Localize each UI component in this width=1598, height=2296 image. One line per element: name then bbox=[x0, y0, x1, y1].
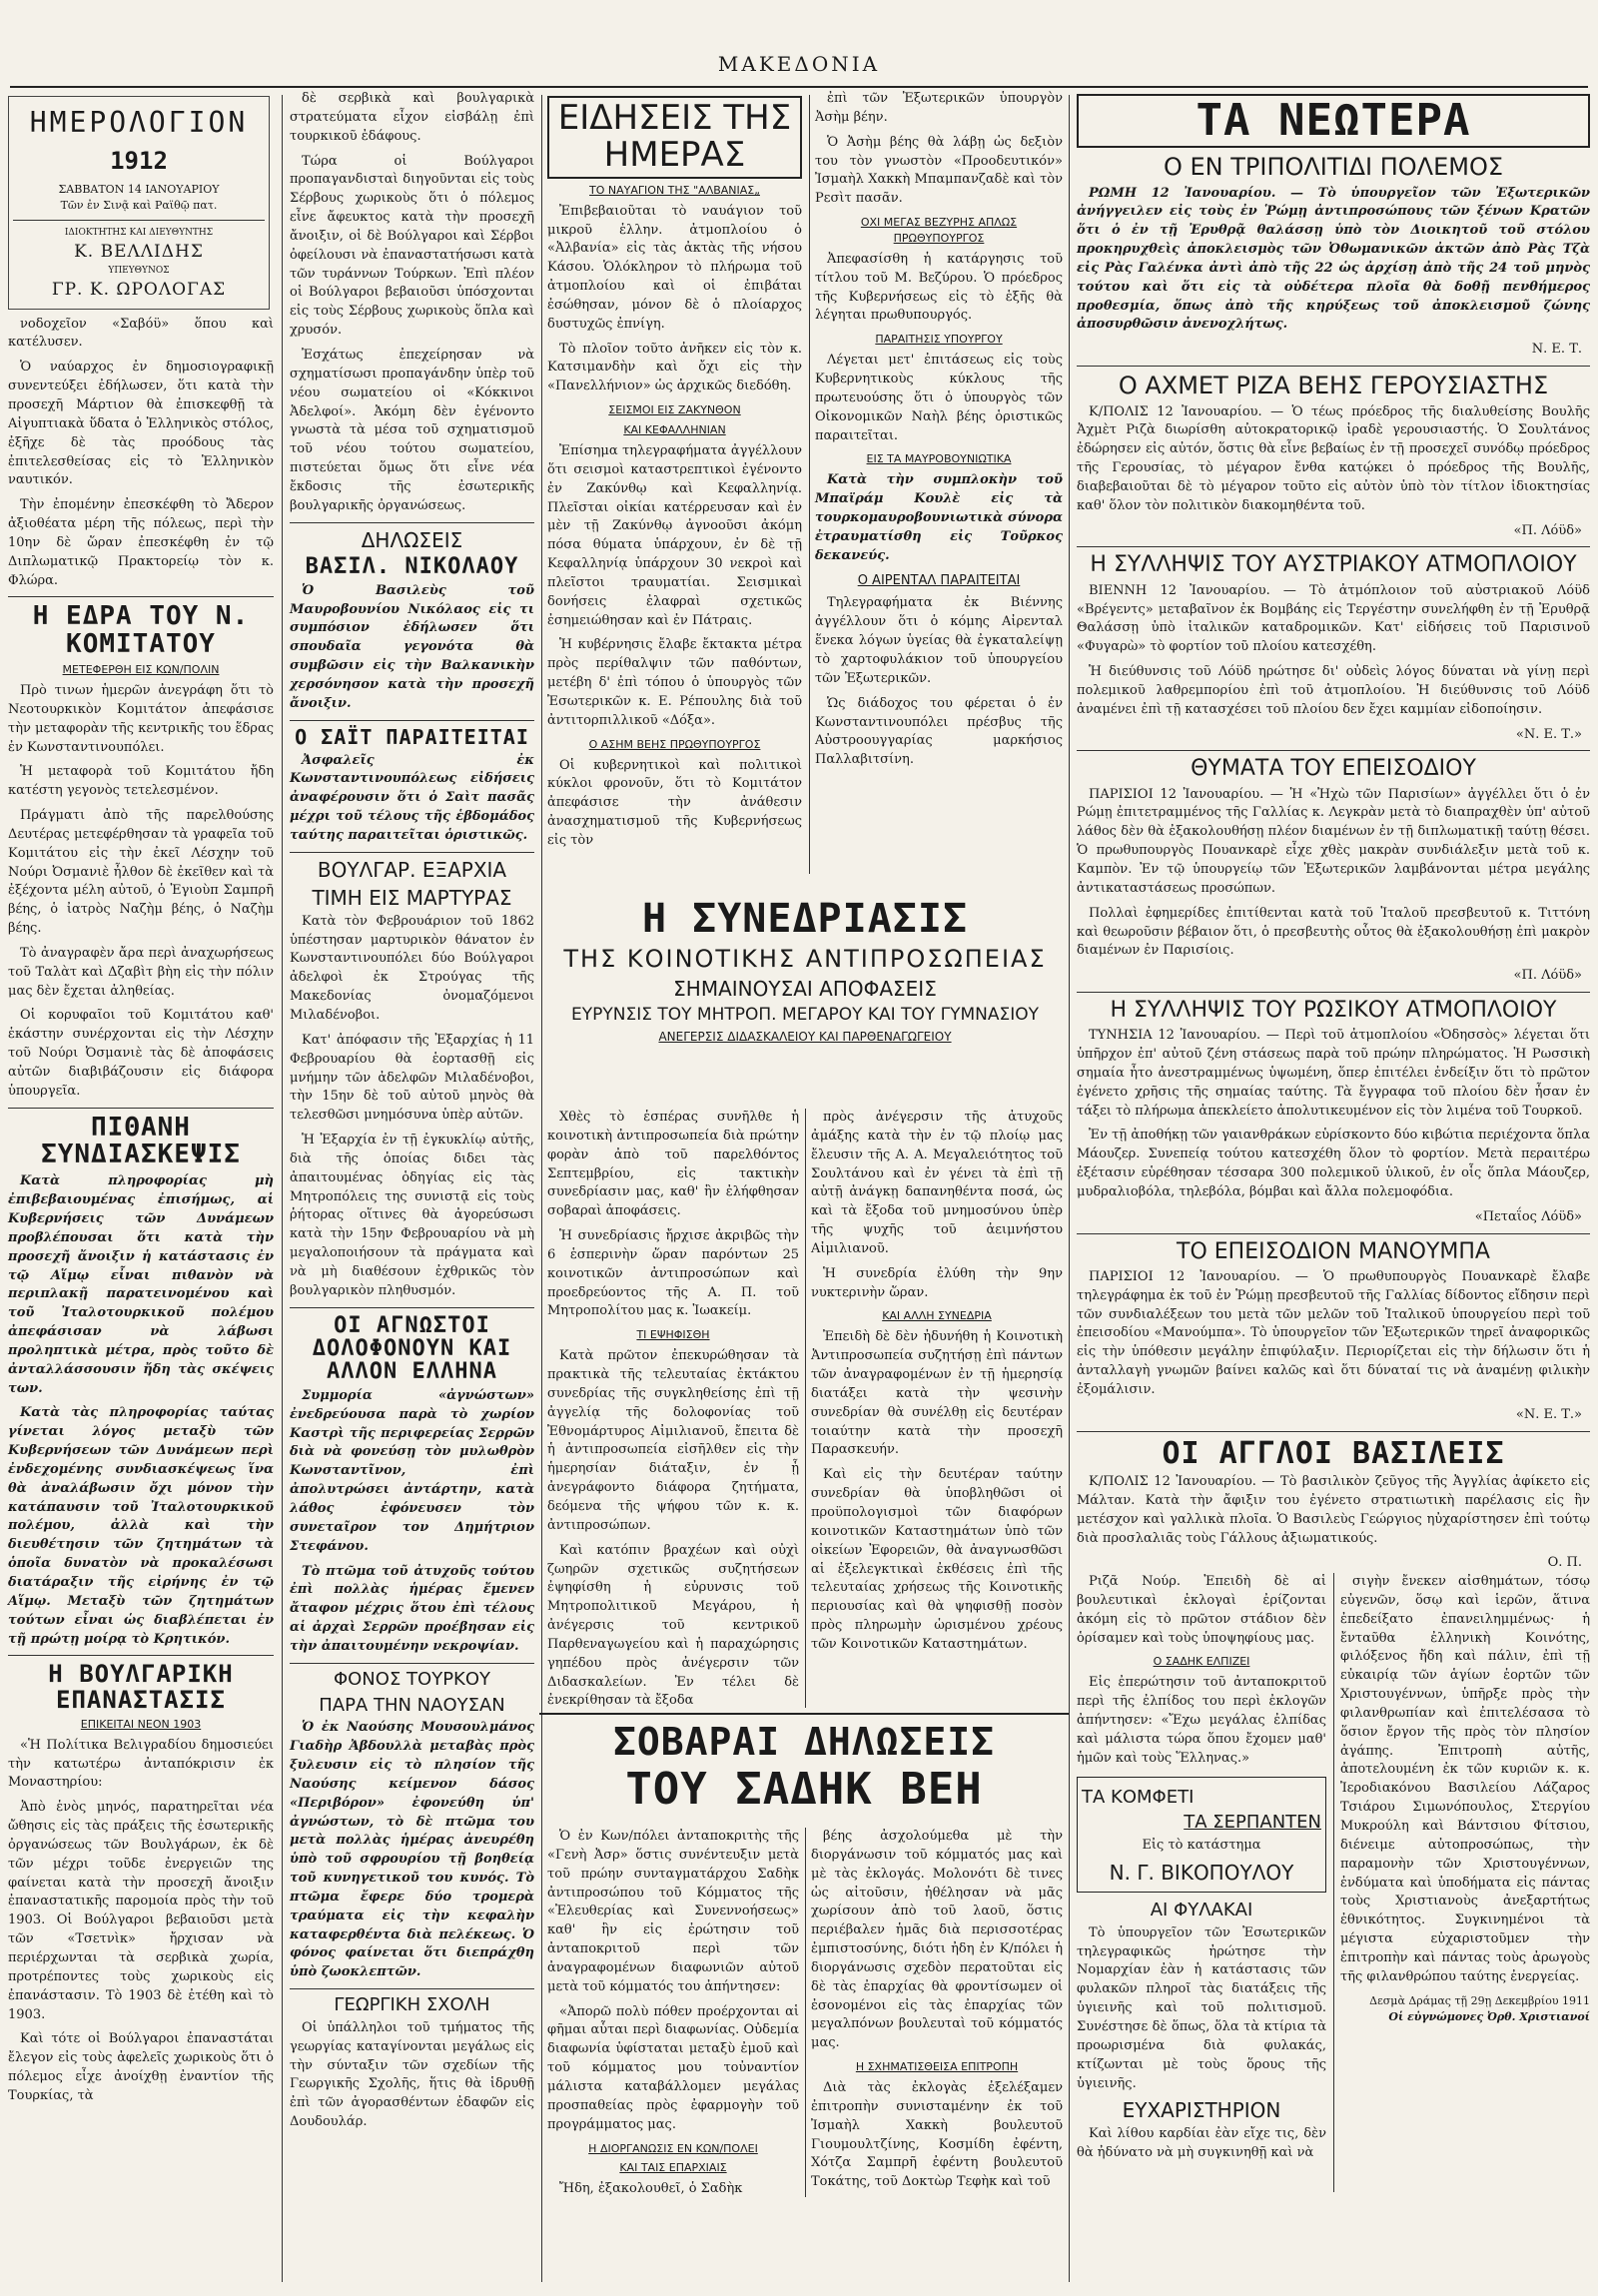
headline-naousa: ΠΑΡΑ ΤΗΝ ΝΑΟΥΣΑΝ bbox=[319, 1694, 505, 1716]
paragraph: Τηλεγραφήματα ἐκ Βιέννης ἀγγέλλουν ὅτι ὁ κόμης Αἰρενταλ ἕνεκα λόγων ὑγείας θὰ ἐγκαταλείψῃ τὸ χαρτοφυλάκιον τοῦ ὑπουργείου τῶν Ἐξωτερικῶν. bbox=[815, 595, 1063, 686]
owner-label: ΙΔΙΟΚΤΗΤΗΣ ΚΑΙ ΔΙΕΥΘΥΝΤΗΣ bbox=[64, 228, 214, 239]
signature: «Π. Λόϋδ» bbox=[1513, 522, 1582, 538]
column-rule bbox=[805, 1828, 806, 2197]
paragraph: Ἀσφαλεῖς ἐκ Κωνσταντινουπόλεως εἰδήσεις ἀναφέρουσιν ὅτι ὁ Σαὶτ πασᾶς μέχρι τοῦ τέλους τῆς ἑβδομάδος ταύτης παραιτεῖται ὁριστικῶς. bbox=[290, 752, 534, 843]
headline-ahmet: Ο ΑΧΜΕΤ ΡΙΖΑ ΒΕΗΣ ΓΕΡΟΥΣΙΑΣΤΗΣ bbox=[1118, 372, 1549, 400]
calendar-day: ΣΑΒΒΑΤΟΝ 14 ΙΑΝΟΥΑΡΙΟΥ bbox=[58, 183, 220, 197]
ad-store-name: Ν. Γ. ΒΙΚΟΠΟΥΛΟΥ bbox=[1109, 1860, 1294, 1885]
paragraph: Ἡ μεταφορὰ τοῦ Κομιτάτου ἤδη κατέστη γεγονὸς τετελεσμένον. bbox=[8, 764, 274, 799]
paragraph: Ἐσχάτως ἐπεχείρησαν νὰ σχηματίσωσι προπαγάνδην ὑπὲρ τοῦ νέου σωματείου οἱ «Κόκκινοι Ἀδελφοί». Ἀκόμη δὲν ἐγένοντο γνωστὰ τὰ μέσα τοῦ σχηματισμοῦ τοῦ νέου τούτου σωματείου, πιστεύεται ὅμως ὅτι εἶνε νέα ἔκδοσις τῆς ἐσωτερικῆς βουλγαρικῆς ὀργανώσεως. bbox=[290, 347, 534, 513]
paragraph: Οἱ κυβερνητικοὶ καὶ πολιτικοὶ κύκλοι φρονοῦν, ὅτι τὸ Κομιτάτον ἀπεφάσισε τὴν ἀνάθεσιν ἀνασχηματισμοῦ τῆς Κυβερνήσεως εἰς τὸν bbox=[547, 757, 802, 848]
session-headlines bbox=[547, 894, 1063, 1050]
headline-edra: Η ΕΔΡΑ ΤΟΥ Ν. ΚΟΜΙΤΑΤΟΥ bbox=[32, 601, 250, 659]
headline-synd: ΠΙΘΑΝΗ ΣΥΝΔΙΑΣΚΕΨΙΣ bbox=[41, 1112, 241, 1169]
paragraph: Ἡ Ἐξαρχία ἐν τῇ ἐγκυκλίῳ αὐτῆς, διὰ τῆς ὁποίας διδει τὰς ἀπαιτουμένας ὁδηγίας εἰς τὰς Μητροπόλεις της συνιστᾷ εἰς τοὺς ῥήτορας οἵτινες θὰ ἀγορεύσωσι κατὰ τὴν 15ην Φεβρουαρίου νὰ μὴ μεγαλοποιήσουν τὰ πράγματα καὶ νὰ μὴ διαθέσουν ἐχθρικῶς τὸν βουλγαρικὸν πληθυσμόν. bbox=[290, 1133, 534, 1298]
headline-sadik: ΤΟΥ ΣΑΔΗΚ ΒΕΗ bbox=[625, 1763, 983, 1815]
paragraph: Τώρα οἱ Βούλγαροι προπαγανδισταὶ διηγοῦνται εἰς τοὺς Σέρβους χωρικοὺς ὅτι ὁ πόλεμος εἶνε ἄφευκτος κατὰ τὴν προσεχῆ ἄνοιξιν, οἱ δὲ Βούλγαροι καὶ Σέρβοι ὀφείλουσι νὰ ἐπαναστατήσωσι κατὰ τῶν τυράννων Τούρκων. Ἐπὶ πλέον οἱ Βούλγαροι βεβαιοῦσι ὑπόσχονται εἰς τοὺς Σέρβους χωρικοὺς ὅπλα καὶ χρυσόν. bbox=[290, 153, 534, 339]
column-1 bbox=[8, 90, 274, 2287]
headline-community: ΤΗΣ ΚΟΙΝΟΤΙΚΗΣ ΑΝΤΙΠΡΟΣΩΠΕΙΑΣ bbox=[563, 945, 1047, 973]
paragraph: Τὸ πτῶμα τοῦ ἀτυχοῦς τούτου ἐπὶ πολλὰς ἡμέρας ἔμενεν ἄταφον μέχρις ὅτου ἐπὶ τέλους αἱ ἀρχαὶ Σερρῶν προέβησαν εἰς τὴν ἀπαιτουμένην νεκροψίαν. bbox=[290, 1563, 534, 1654]
masthead-rule bbox=[10, 86, 1588, 88]
owner-name: Κ. ΒΕΛΛΙΔΗΣ bbox=[74, 242, 204, 263]
headline-asim: Ο ΑΣΗΜ ΒΕΗΣ ΠΡΩΘΥΠΟΥΡΓΟΣ bbox=[588, 737, 761, 751]
headline-jails: ΑΙ ΦΥΛΑΚΑΙ bbox=[1150, 1899, 1253, 1920]
paragraph: Τὸ ἀναγραφὲν ἄρα περὶ ἀναχωρήσεως τοῦ Ταλὰτ καὶ Δζαβὶτ βὴη εἰς τὴν πόλιν μας δὲν ἔχεται ἀληθείας. bbox=[8, 945, 274, 999]
paragraph: ΠΑΡΙΣΙΟΙ 12 Ἰανουαρίου. — Ὁ πρωθυπουργὸς Πουανκαρὲ ἔλαβε τηλεγράφημα ἐκ τοῦ ἐν Ῥώμῃ πρεσβευτοῦ τῆς Γαλλίας δίδοντος εἴδησιν περὶ τῶν συνδιαλέξεων του μετὰ τῶν μελῶν τοῦ Ἰταλικοῦ ὑπουργείου περὶ τοῦ ἐπεισοδίου «Μανούμπα». Τὸ ὑπουργεῖον τῶν Ἐξωτερικῶν τηρεῖ ἀναφορικῶς εἰς τὴν ὑπόθεσιν μεγάλην ἐπιφύλαξιν. Περιορίζεται εἰς τὴν δήλωσιν ὅτι ἡ ἀνταλλαγὴ γνωμῶν βαίνει καλῶς καὶ ὅτι δύναταί τις νὰ ἀναμένῃ φιλικὴν ἐξομάλισιν. bbox=[1077, 1268, 1590, 1397]
paragraph: Τὸ πλοῖον τοῦτο ἀνῆκεν εἰς τὸν κ. Κατσιμανδὴν καὶ ὄχι εἰς τὴν «Πανελλήνιον» ὡς ἀρχικῶς διεδόθη. bbox=[547, 341, 802, 394]
paragraph: Ἤδη, ἐξακολουθεῖ, ὁ Σαδὴκ bbox=[559, 2181, 743, 2197]
subhead-edra: ΜΕΤΕΦΕΡΘΗ ΕΙΣ ΚΩΝ/ΠΟΛΙΝ bbox=[62, 663, 220, 677]
headline-martyrs: ΤΙΜΗ ΕΙΣ ΜΑΡΤΥΡΑΣ bbox=[312, 885, 512, 910]
signature: «Πεταΐος Λόϋδ» bbox=[1474, 1208, 1582, 1224]
paragraph: ΒΙΕΝΝΗ 12 Ἰανουαρίου. — Τὸ ἀτμόπλοιον τοῦ αὐστριακοῦ Λόϋδ «Βρέγεντς» μεταβαῖνον ἐκ Βομβάης εἰς Τεργέστην συνελήφθη ἐν τῇ Ἐρυθρᾷ Θαλάσσῃ ὑπὸ ἰταλικῶν καταδρομικῶν. Κατ' εἰδήσεις τοῦ Παρισινοῦ «Φυγαρὼ» τὸ φορτίον τοῦ πλοίου κατεσχέθη. bbox=[1077, 582, 1590, 655]
headline-vezyr: ΟΧΙ ΜΕΓΑΣ ΒΕΖΥΡΗΣ ΑΠΛΩΣ ΠΡΩΘΥΠΟΥΡΓΟΣ bbox=[860, 216, 1018, 245]
paragraph: Ριζᾶ Νούρ. Ἐπειδὴ δὲ αἱ βουλευτικαὶ ἐκλογαὶ ἐρίζονται ἀκόμη εἰς τὸ πρῶτον στάδιον δὲν ὁρίσαμεν καὶ τοὺς ὑποψηφίους μας. bbox=[1077, 1574, 1326, 1646]
headline-tripoli: Ο ΕΝ ΤΡΙΠΟΛΙΤΙΔΙ ΠΟΛΕΜΟΣ bbox=[1163, 153, 1504, 182]
paragraph: Καὶ κατόπιν βραχέων καὶ οὐχὶ ζωηρῶν σχετικῶς συζητήσεων ἐψηφίσθη ἡ εὐρυνσις τοῦ Μητροπολιτικοῦ Μεγάρου, ἡ ἀνέγερσις τοῦ κεντρικοῦ Παρθεναγωγείου καὶ ἡ παραχώρησις γηπέδου πρὸς ἀνέγερσιν τῶν Διδασκαλείων. Ἐν τέλει δὲ ἐνεκρίθησαν τὰ ἔξοδα bbox=[547, 1542, 799, 1709]
column-5 bbox=[1077, 90, 1590, 1571]
headline-austrian: Η ΣΥΛΛΗΨΙΣ ΤΟΥ ΑΥΣΤΡΙΑΚΟΥ ΑΤΜΟΠΛΟΙΟΥ bbox=[1090, 552, 1577, 578]
headline-provinces: ΚΑΙ ΤΑΙΣ ΕΠΑΡΧΙΑΙΣ bbox=[619, 2161, 727, 2175]
subhead-decisions: ΣΗΜΑΙΝΟΥΣΑΙ ΑΠΟΦΑΣΕΙΣ bbox=[673, 977, 937, 1002]
paragraph: πρὸς ἀνέγερσιν τῆς ἀτυχοῦς ἀμάξης κατὰ τὴν ἐν τῷ πλοίῳ μας ἔλευσιν τῆς Α. Α. Μεγαλειότητος τοῦ Σουλτάνου καὶ ἐν γένει τὰ ἐπὶ τῇ αὐτῇ ἀνάγκῃ δαπανηθέντα ποσά, ὡς καὶ τὰ ἔξοδα τοῦ μνημοσύνου ὑπὲρ τῆς ψυχῆς τοῦ ἀειμνήστου Αἰμιλιανοῦ. bbox=[811, 1110, 1063, 1256]
paragraph: Ἡ κυβέρνησις ἔλαβε ἔκτακτα μέτρα πρὸς περίθαλψιν τῶν παθόντων, μετέβη δ' ἐπὶ τόπου ὁ ὑπουργὸς τῶν Ἐσωτερικῶν κ. Ε. Ρέπουλης διὰ τοῦ ἀντιτορπιλλικοῦ «Δόξα». bbox=[547, 637, 802, 728]
responsible-name: ΓΡ. Κ. ΩΡΟΛΟΓΑΣ bbox=[51, 280, 227, 300]
paragraph: Πολλαὶ ἐφημερίδες ἐπιτίθενται κατὰ τοῦ Ἰταλοῦ πρεσβευτοῦ κ. Τιττόνη καὶ θεωροῦσιν βέβαιον ὅτι, ὁ πρεσβευτὴς οὗτος θὰ ἐξακολουθήσῃ ἐπὶ μακρὸν διαμένων ἐν Παρισίοις. bbox=[1077, 905, 1590, 959]
column-3 bbox=[547, 90, 802, 879]
paragraph: Κατ' ἀπόφασιν τῆς Ἐξαρχίας ἡ 11 Φεβρουαρίου θὰ ἑορτασθῇ εἰς μνήμην τῶν ἀδελφῶν Μιλαδένοβοι, τὴν 15ην δὲ τοῦ αὐτοῦ μηνὸς θὰ τελεσθῶσι μνημόσυνα ὑπὲρ αὐτῶν. bbox=[290, 1032, 534, 1124]
paragraph: Ὁ Βασιλεὺς τοῦ Μαυροβουνίου Νικόλαος εἰς τι συμπόσιον ἐδήλωσεν ὅτι σπουδαῖα γεγονότα θὰ συμβῶσιν εἰς τὴν Βαλκανικὴν χερσόνησον κατὰ τὴν προσεχῆ ἄνοιξιν. bbox=[290, 582, 534, 711]
paragraph: νοδοχεῖον «Σαβόϋ» ὅπου καὶ κατέλυσεν. bbox=[8, 316, 274, 351]
responsible-label: ΥΠΕΥΘΥΝΟΣ bbox=[108, 265, 170, 276]
masthead bbox=[0, 0, 1598, 100]
paragraph: Λέγεται μετ' ἐπιτάσεως εἰς τοὺς Κυβερνητικοὺς κύκλους τῆς πρωτευούσης ὅτι ὁ ὑπουργὸς τῶν Οἰκονομικῶν Ναὴλ βέης ὁριστικῶς παραιτεῖται. bbox=[815, 353, 1063, 443]
paragraph: Ἀπὸ ἑνὸς μηνός, παρατηρεῖται νέα ὤθησις εἰς τὰς πράξεις τῆς ἐσωτερικῆς ὀργανώσεως τῶν Βουλγάρων, ἐκ δὲ τῶν μέχρι τοῦδε ἐνεργειῶν της φαίνεται κατὰ τὴν προσεχῆ ἄνοιξιν ἐπαναστατικῆς παρομοία πρὸς τὴν τοῦ 1903. Οἱ Βούλγαροι βεβαιοῦσι μετὰ τῶν «Τσετνὶκ» ἤρχισαν νὰ περιέρχωνται τὰ σερβικὰ χωρία, προτρέποντες τοὺς χωρικοὺς εἰς ἐπανάστασιν. Τὸ 1903 δὲ ἐτέθη καὶ τὸ 1903. bbox=[8, 1800, 274, 2022]
headline-serious: ΣΟΒΑΡΑΙ ΔΗΛΩΣΕΙΣ bbox=[612, 1720, 996, 1764]
column-rule bbox=[1069, 95, 1070, 2282]
paragraph: «Ἡ Πολίτικα Βελιγραδίου δημοσιεύει τὴν κατωτέρω ἀνταπόκρισιν ἐκ Μοναστηρίου: bbox=[8, 1737, 274, 1791]
headline-manouba: ΤΟ ΕΠΕΙΣΟΔΙΟΝ ΜΑΝΟΥΜΠΑ bbox=[1177, 1238, 1490, 1264]
paragraph: Πράγματι ἀπὸ τῆς παρελθούσης Δευτέρας μετεφέρθησαν τὰ γραφεῖα τοῦ Κομιτάτου εἰς τὴν ἐκεῖ Λέσχην τοῦ Νούρι Ὀσμανιὲ ἦλθον δὲ ἐκεῖθεν καὶ τὰ ἐξέχοντα μέλη αὐτοῦ, ὁ Ἐγιοὺπ Σαμπρῆ βέης, ὁ ἰατρὸς Ναζὴμ βέης, ὁ Ναζὴμ βέης. bbox=[8, 808, 274, 937]
paragraph: Τὸ ὑπουργεῖον τῶν Ἐσωτερικῶν τηλεγραφικῶς ἠρώτησε τὴν Νομαρχίαν ἐὰν ἡ κατάστασις τῶν φυλακῶν πληροῖ τὰς διατάξεις τῆς ὑγιεινῆς καὶ τοῦ πολιτισμοῦ. Συνέστησε δὲ ὅπως, ὅλα τὰ κτίρια τὰ προωρισμένα διὰ φυλακάς, κτίζωνται μὲ τοὺς ὅρους τῆς ὑγιεινῆς. bbox=[1077, 1924, 1326, 2091]
paragraph: Ὁ ἐν Κων/πόλει ἀνταποκριτὴς τῆς «Γενὴ Ἀσρ» ὅστις συνέντευξιν μετὰ τοῦ πρώην συνταγματάρχου Σαδὴκ ἀντιπροσώπου τοῦ Κόμματος τῆς «Ἐλευθερίας καὶ Συνεννοήσεως» καθ' ἣν εἰς ἐρώτησιν τοῦ ἀνταποκριτοῦ περὶ τῶν ἀναγραφομένων διαφωνιῶν αὐτοῦ μετὰ τοῦ κόμματός του ἀπήντησεν: bbox=[547, 1829, 799, 1994]
ad-store-label: Εἰς τὸ κατάστημα bbox=[1142, 1838, 1261, 1854]
calendar-saints: Τῶν ἐν Σινᾷ καὶ Ραϊθῷ πατ. bbox=[60, 199, 218, 213]
paragraph: Ἀπεφασίσθη ἡ κατάργησις τοῦ τίτλου τοῦ Μ. Βεζύρου. Ὁ πρόεδρος τῆς Κυβερνήσεως εἰς τὸ ἑξῆς θὰ λέγηται πρωθυπουργός. bbox=[815, 251, 1063, 324]
paragraph: Ὡς διάδοχος του φέρεται ὁ ἐν Κωνσταντινουπόλει πρέσβυς τῆς Αὐστροουγγαρίας μαρκήσιος Παλλαβιτσίνη. bbox=[815, 695, 1063, 768]
signature: «Π. Λόϋδ» bbox=[1513, 968, 1582, 984]
paragraph: Χθὲς τὸ ἑσπέρας συνῆλθε ἡ κοινοτικὴ ἀντιπροσωπεία διὰ πρώτην φορὰν ἀπὸ τοῦ παρελθόντος Σεπτεμβρίου, εἰς τακτικὴν συνεδρίασιν μας, καθ' ἣν ἐλήφθησαν σοβαραὶ ἀποφάσεις. bbox=[547, 1110, 799, 1219]
paragraph: Ἐπιβεβαιοῦται τὸ ναυάγιον τοῦ μικροῦ ἑλλην. ἀτμοπλοίου ὁ «Ἀλβανία» εἰς τὰς ἀκτὰς τῆς νήσου Κάσου. Ὁλόκληρον τὸ πλήρωμα τοῦ ἀτμοπλοίου καὶ οἱ ἐπιβάται ἐσώθησαν, μόνον δὲ ὁ πλοίαρχος δυστυχῶς ἐπνίγη. bbox=[547, 203, 802, 332]
paragraph: Συμμορία «ἀγνώστων» ἐνεδρεύουσα παρὰ τὸ χωρίον Καστρὶ τῆς περιφερείας Σερρῶν διὰ νὰ φονεύσῃ τὸν μυλωθρὸν Κωνσταντῖνον, ἐπὶ ἀπολυτρώσει ἀντάρτην, κατὰ λάθος ἐφόνευσεν τὸν συνεταῖρον τον Δημήτριον Στεφάνου. bbox=[290, 1387, 534, 1554]
column-rule bbox=[805, 1109, 806, 1708]
headline-thanks: ΕΥΧΑΡΙΣΤΗΡΙΟΝ bbox=[1122, 2098, 1281, 2123]
headline-committee: Η ΣΧΗΜΑΤΙΣΘΕΙΣΑ ΕΠΙΤΡΟΠΗ bbox=[855, 2060, 1019, 2074]
headline-exarchy: ΒΟΥΛΓΑΡ. ΕΞΑΡΧΙΑ bbox=[317, 857, 507, 882]
headline-russian: Η ΣΥΛΛΗΨΙΣ ΤΟΥ ΡΩΣΙΚΟΥ ΑΤΜΟΠΛΟΙΟΥ bbox=[1110, 998, 1557, 1024]
column-rule bbox=[541, 95, 542, 2282]
paragraph: Ἐπίσημα τηλεγραφήματα ἀγγέλλουν ὅτι σεισμοὶ καταστρεπτικοὶ ἐγένοντο ἐν Ζακύνθῳ καὶ Κεφαλληνίᾳ. Πλεῖσται οἰκίαι κατέρρευσαν καὶ ἐν μὲν τῇ Ζακύνθῳ ἀγνοοῦσι ἀκόμη πόσα θύματα ὑπάρχουν, ἐν δὲ τῇ Κεφαλληνίᾳ ὑπάρχουν 30 νεκροὶ καὶ πλεῖστοι τραυματίαι. Σεισμικαὶ δονήσεις ἐλαφραὶ σχετικῶς ἐσημειώθησαν καὶ ἐν Πάτραις. bbox=[547, 443, 802, 628]
paragraph: Κατὰ τὴν συμπλοκὴν τοῦ Μπαϊράμ Κουλὲ εἰς τὰ τουρκομαυροβουνιωτικὰ σύνορα ἐτραυματίσθη εἰς Τοῦρκος δεκανεύς. bbox=[815, 472, 1063, 563]
headline-english-kings: ΟΙ ΑΓΓΛΟΙ ΒΑΣΙΛΕΙΣ bbox=[1162, 1435, 1505, 1471]
session-col-right bbox=[811, 1109, 1063, 1708]
headline-kefallinia: ΚΑΙ ΚΕΦΑΛΛΗΝΙΑΝ bbox=[623, 423, 726, 437]
paragraph: Κατὰ τὸν Φεβρουάριον τοῦ 1862 ὑπέστησαν μαρτυρικὸν θάνατον ἐν Κωνσταντινουπόλει δύο Βούλγαροι ἀδελφοὶ ἐκ Στρούγας τῆς Μακεδονίας ὀνομαζόμενοι Μιλαδένοβοι. bbox=[290, 913, 534, 1023]
paragraph: βέης ἀσχολούμεθα μὲ τὴν διοργάνωσιν τοῦ κόμματός μας καὶ μὲ τὰς ἐκλογάς. Μολονότι δὲ τινες ὡς αἰτοῦσιν, ἠθέλησαν νὰ μᾶς χωρίσουν ἀπὸ τοῦ λαοῦ, ὅστις περιέβαλεν ἡμᾶς διὰ περισσοτέρας ἐμπιστοσύνης, διότι ἠδη ἐν Κ/πόλει ἡ διοργάνωσις σχεδὸν περατοῦται εἰς δὲ τὰς ἐπαρχίας θὰ φροντίσωμεν οἱ ἐσονομένοι εἰς τὰς ἐπαρχίας τῶν μεγαλπόνων βουλευταὶ τοῦ κόμματός μας. bbox=[811, 1829, 1063, 2051]
headline-school: ΓΕΩΡΓΙΚΗ ΣΧΟΛΗ bbox=[334, 1994, 490, 2016]
paragraph: δὲ σερβικὰ καὶ βουλγαρικὰ στρατεύματα εἶχον εἰσβάλῃ ἐπὶ τουρκικοῦ ἐδάφους. bbox=[290, 91, 534, 144]
paragraph: Ἡ συνεδρία ἐλύθη τὴν 9ην νυκτερινὴν ὥραν. bbox=[811, 1265, 1063, 1300]
paragraph: Κατὰ πρῶτον ἐπεκυρώθησαν τὰ πρακτικὰ τῆς τελευταίας ἐκτάκτου συνεδρίας τῆς συγκληθείσης ἐπὶ τῇ ἀγγελίᾳ τῆς δολοφονίας τοῦ Ἐθνομάρτυρος Αἰμιλιανοῦ, ἔπειτα δὲ ἡ ἀντιπροσωπεία εἰσῆλθεν εἰς τὴν ἡμερησίαν διάταξιν, ἐν ᾗ ἀνεγράφοντο διάφορα ζητήματα, δεόμενα τῆς ψήφου τῶν κ. κ. ἀντιπροσώπων. bbox=[547, 1348, 799, 1533]
paragraph: Κατὰ πληροφορίας μὴ ἐπιβεβαιουμένας ἐπισήμως, αἱ Κυβερνήσεις τῶν Δυνάμεων προβλέπουσαι ὅτι κατὰ τὴν προσεχῆ ἄνοιξιν ἡ κατάστασις ἐν τῷ Αἵμῳ εἶναι πιθανὸν νὰ περιπλακῇ παρατεινομένου καὶ τοῦ Ἰταλοτουρκικοῦ πολέμου ἀπεφάσισαν νὰ λάβωσι προληπτικὰ μέτρα, πρὸς τοῦτο δὲ ἀνταλλάσσουσιν ἤδη τὰς σκέψεις των. bbox=[8, 1173, 274, 1396]
headline-murder: ΦΟΝΟΣ ΤΟΥΡΚΟΥ bbox=[333, 1668, 491, 1690]
subhead-erection: ΑΝΕΓΕΡΣΙΣ ΔΙΔΑΣΚΑΛΕΙΟΥ ΚΑΙ ΠΑΡΘΕΝΑΓΩΓΕΙΟΥ bbox=[658, 1030, 952, 1045]
calendar-heading: ΗΜΕΡΟΛΟΓΙΟΝ bbox=[29, 106, 249, 139]
paragraph: Ἡ συνεδρίασις ἤρχισε ἀκριβῶς τὴν 6 ἑσπερινὴν ὥραν παρόντων 25 κοινοτικῶν ἀντιπροσώπων καὶ προεδρεύοντος τῆς Α. Π. τοῦ Μητροπολίτου μας κ. Ἰωακείμ. bbox=[547, 1228, 799, 1319]
paragraph: ΤΥΝΗΣΙΑ 12 Ἰανουαρίου. — Περὶ τοῦ ἀτμοπλοίου «Ὀδησσὸς» λέγεται ὅτι ὑπῆρχον ἐπ' αὐτοῦ ζένη στάσεως παρὰ τοῦ πρώην πληρώματος. Ἡ Ρωσσικὴ σημαία ἦτο ἀνεστραμμένως ὑψωμένη, ὅπερ ἐπιτέλει ἐνδείξιν ὅτι τὸ πρῶτον ἐγένετο χρῆσις τῆς σημαίας ταύτης. Τὰ ἔγγραφα τοῦ πλοίου δὲν ἦσαν ἐν τάξει τὸ πλήρωμα ἀπεκλείετο ἀπολυτικευμένον εἰς τὸν λιμένα τοῦ Τουρκοῦ. bbox=[1077, 1028, 1590, 1119]
paragraph: Οἱ ὑπάλληλοι τοῦ τμήματος τῆς γεωργίας καταγίνονται μεγάλως εἰς τὴν σύνταξιν τῶν σχεδίων τῆς Γεωργικῆς Σχολῆς, ἥτις θὰ ἱδρυθῇ ἐπὶ τῶν ἀγορασθέντων ἐδαφῶν εἰς Δουδουλάρ. bbox=[290, 2019, 534, 2130]
signature: «Ν. Ε. Τ.» bbox=[1515, 726, 1582, 742]
paragraph: ΠΑΡΙΣΙΟΙ 12 Ἰανουαρίου. — Ἡ «Ἠχὼ τῶν Παρισίων» ἀγγέλλει ὅτι ὁ ἐν Ρώμῃ ἐπιτετραμμένος τῆς Γαλλίας κ. Λεγκρὰν μετὰ τὸ διαπραχθὲν ὑπ' αὐτοῦ λάθος δὲν θὰ ἐξακολουθήσῃ πλέον διαμένων ἐν τῇ διπλωματικῇ ταύτῃ θέσει. Ὁ πρωθυπουργὸς Πουανκαρὲ εἶχε χθὲς μακρὰν συνδιάλεξιν μετὰ τοῦ κ. Καμπὸν. Ἐν τῷ ὑπουργείῳ τῶν Ἐξωτερικῶν λαμβάνονται μέτρα μεγάλης ἀντικαταστάσεως προσώπων. bbox=[1077, 786, 1590, 896]
paragraph: ἐπὶ τῶν Ἐξωτερικῶν ὑπουργὸν Ἀσὴμ βέην. bbox=[815, 91, 1063, 125]
paragraph: Οἱ κορυφαῖοι τοῦ Κομιτάτου καθ' ἑκάστην συνέρχονται εἰς τὴν Λέσχην τοῦ Νούρι Ὀσμανιὲ τὰς δὲ ἀποφάσεις αὐτῶν διαβιβάζουσιν εἰς διάφορα ὑπουργεῖα. bbox=[8, 1008, 274, 1099]
headline-sait: Ο ΣΑΪΤ ΠΑΡΑΙΤΕΙΤΑΙ bbox=[295, 724, 529, 749]
letter-date: Δεσμὰ Δράμας τῇ 29ῃ Δεκεμβρίου 1911 bbox=[1369, 1993, 1590, 2007]
column-4 bbox=[815, 90, 1063, 879]
paragraph: Ὁ Ἀσὴμ βέης θὰ λάβῃ ὡς δεξιὸν του τὸν γνωστὸν «Προοδευτικόν» Ἰσμαὴλ Χακκὴ Μπαμπανζαδὲ καὶ τὸν Ρεσὶτ πασᾶν. bbox=[815, 134, 1063, 207]
headline-organization: Η ΔΙΟΡΓΑΝΩΣΙΣ ΕΝ ΚΩΝ/ΠΟΛΕΙ bbox=[588, 2141, 758, 2155]
paragraph: Ὁ ναύαρχος ἐν δημοσιογραφικῇ συνεντεύξει ἐδήλωσεν, ὅτι κατὰ τὴν προσεχῆ Μάρτιον θὰ ἐπισκεφθῇ τὰ Αἰγυπτιακὰ ὕδατα ὁ Ἑλληνικὸς στόλος, ἐξῆχε δὲ τὰς προόδους τὰς ἐπιτελεσθείσας εἰς τὸ Ἑλληνικὸν ναυτικόν. bbox=[8, 360, 274, 488]
paragraph: Καὶ τότε οἱ Βούλγαροι ἐπαναστάται ἔλεγον εἰς τοὺς ἀφελεῖς χωρικοὺς ὅτι ὁ πόλεμος εἶχε ἀνοίχθῃ ἐναντίον τῆς Τουρκίας, τὰ bbox=[8, 2031, 274, 2103]
calendar-year: 1912 bbox=[110, 146, 168, 175]
paragraph: Ἐν τῇ ἀποθήκῃ τῶν γαιανθράκων εὑρίσκοντο δύο κιβώτια περιέχοντα ὅπλα Μάουζερ. Συνεπείᾳ τούτου κατεσχέθη ὅλον τὸ φορτίον. Μετὰ περαιτέρω ἐξέτασιν εὑρέθησαν τέσσαρα 300 πολεμικοῦ ὑλικοῦ, ἐν οἷς ὅπλα Μάουζερ, μυδραλιοβόλα, τηλεβόλα, βόμβαι καὶ ἄλλα πολεμοφόδια. bbox=[1077, 1128, 1590, 1199]
headline-quakes: ΣΕΙΣΜΟΙ ΕΙΣ ΖΑΚΥΝΘΟΝ bbox=[608, 403, 741, 417]
headline-bulgarian: Η ΒΟΥΛΓΑΡΙΚΗ ΕΠΑΝΑΣΤΑΣΙΣ bbox=[48, 1660, 234, 1714]
paragraph: Τὴν ἐπομένην ἐπεσκέφθη τὸ Ἄδερον ἀξιοθέατα μέρη τῆς πόλεως, περὶ τὴν 10ην δὲ ὥραν ἐπεσκέφθη ἐν τῷ Διπλωματικῷ Πρακτορείῳ τὸν κ. Φλώρα. bbox=[8, 497, 274, 588]
headline-voted: ΤΙ ΕΨΗΦΙΣΘΗ bbox=[636, 1328, 710, 1342]
headline-nikolaou: ΒΑΣΙΛ. ΝΙΚΟΛΑΟΥ bbox=[305, 553, 519, 579]
subhead-bulgarian: ΕΠΙΚΕΙΤΑΙ ΝΕΟΝ 1903 bbox=[80, 1717, 202, 1731]
paragraph: ΡΩΜΗ 12 Ἰανουαρίου. — Τὸ ὑπουργεῖον τῶν Ἐξωτερικῶν ἀνήγγειλεν εἰς τοὺς ἐν Ῥώμῃ ἀντιπροσώπους τῶν ξένων Κρατῶν ὅτι ὁ ἐν τῇ Ἐρυθρᾷ θαλάσσῃ ὑπὸ τὸν Διοικητοῦ τοῦ στόλου προκηρυχθεὶς ἀποκλεισμὸς τῶν Ὀθωμανικῶν ἀκτῶν ἀπὸ Ρὰς Τζὰ εἰς Ρὰς Γαλένκα ἀντὶ ἀπὸ τῆς 22 ὡς ἀρχίσῃ ἀπὸ τῆς 24 τοῦ μηνὸς τούτου καὶ ὅτι εἰς τὰ οὐδέτερα πλοῖα θὰ δοθῇ πενθήμερος προθεσμία, ὅπως ἀπὸ τῆς κηρύξεως τοῦ ἀποκλεισμοῦ ζώνης ἀποσυρθῶσιν ἀνενοχλήτως. bbox=[1077, 185, 1590, 333]
column-5b bbox=[1340, 1573, 1590, 2192]
sadik-col-right bbox=[811, 1828, 1063, 2197]
column-2 bbox=[290, 90, 534, 2287]
paragraph: Εἰς ἐπερώτησιν τοῦ ἀνταποκριτοῦ περὶ τῆς ἐλπίδος του περὶ ἐκλογῶν ἀπήντησεν: «Ἔχω μεγάλας ἐλπίδας καὶ μάλιστα τώρα ὅπου ἔχομεν μαθ' ἡμῶν καὶ τοὺς Ἕλληνας.» bbox=[1077, 1675, 1326, 1766]
sadik-headlines bbox=[539, 1713, 1069, 1817]
headline-aerental: Ο ΑΙΡΕΝΤΑΛ ΠΑΡΑΙΤΕΙΤΑΙ bbox=[857, 572, 1021, 588]
signature: Ο. Π. bbox=[1547, 1555, 1582, 1571]
paragraph: Καὶ λίθου καρδίαι ἐὰν εἴχε τις, δὲν θὰ ἠδύνατο νὰ μὴ συγκινηθῇ καὶ νὰ bbox=[1077, 2126, 1326, 2161]
headline-session: Η ΣΥΝΕΔΡΙΑΣΙΣ bbox=[641, 896, 969, 942]
newspaper-title: ΜΑΚΕΔΟΝΙΑ bbox=[717, 52, 881, 76]
paragraph: Πρὸ τινων ἡμερῶν ἀνεγράφη ὅτι τὸ Νεοτουρκικὸν Κομιτάτον ἀπεφάσισε τὴν μεταφορὰν τῆς κεντρικῆς του ἕδρας ἐν Κωνσταντινουπόλει. bbox=[8, 682, 274, 755]
paragraph: Καὶ εἰς τὴν δευτέραν ταύτην συνεδρίαν θὰ ὑποβληθῶσι οἱ προϋπολογισμοὶ τῶν διαφόρων κοινοτικῶν Καταστημάτων ὑπὸ τῶν οἰκείων Ἐφορειῶν, θὰ ἀναγνωσθῶσι αἱ ἐξελεγκτικαὶ ἐκθέσεις ἐπὶ τῆς τελευταίας χρήσεως τῆς Κοινοτικῆς περιουσίας καὶ θὰ ψηφισθῇ ποσὸν πρὸς πληρωμὴν ὡρισμένου χρέους τῶν Κοινοτικῶν Καταστημάτων. bbox=[811, 1467, 1063, 1652]
session-col-left bbox=[547, 1109, 799, 1708]
headline-sadik-hopes: Ο ΣΑΔΗΚ ΕΛΠΙΖΕΙ bbox=[1153, 1655, 1250, 1669]
sadik-col-left bbox=[547, 1828, 799, 2197]
column-rule bbox=[809, 95, 810, 874]
headline-montenegro: ΕΙΣ ΤΑ ΜΑΥΡΟΒΟΥΝΙΩΤΙΚΑ bbox=[866, 452, 1012, 466]
signature: Ν. Ε. Τ. bbox=[1531, 342, 1582, 358]
ad-confetti: ΤΑ ΚΟΜΦΕΤΙ bbox=[1082, 1786, 1195, 1808]
paragraph: Ὁ ἐκ Ναούσης Μουσουλμάνος Γιαδὴρ Ἀβδουλλὰ μεταβὰς πρὸς ξυλευσιν εἰς τὸ πλησίον τῆς Ναούσης κείμενον δάσος «Περιβόρον» ἐφονεύθη ὑπ' ἀγνώστων, τὸ δὲ πτῶμα του μετὰ πολλὰς ἡμέρας ἀνευρέθη ὑπὸ τοῦ σφρουρίου τῇ βοηθείᾳ τοῦ κυνηγετικοῦ του κυνός. Τὸ πτῶμα ἔφερε δύο τρομερὰ τραύματα εἰς τὴν κεφαλὴν καταφερθέντα διὰ πελέκεως. Ὁ φόνος φαίνεται ὅτι διεπράχθη ὑπὸ ζωοκλεπτῶν. bbox=[290, 1720, 534, 1980]
signature: «Ν. Ε. Τ.» bbox=[1515, 1406, 1582, 1422]
paragraph: Ἐπειδὴ δὲ δὲν ἠδυνήθη ἡ Κοινοτικὴ Ἀντιπροσωπεία συζητήσῃ ἐπὶ πάντων τῶν ἀναγραφομένων ἐν τῇ ἡμερησίᾳ διατάξει κατὰ τὴν ψεσινὴν συνεδρίαν θὰ συνέλθῃ εἰς δευτέραν τοιαύτην κατὰ τὴν προσεχῆ Παρασκευήν. bbox=[811, 1329, 1063, 1458]
headline-victims: ΘΥΜΑΤΑ ΤΟΥ ΕΠΕΙΣΟΔΙΟΥ bbox=[1191, 756, 1476, 782]
paragraph: σιγὴν ἔνεκεν αἰσθημάτων, τόσῳ εὐγενῶν, ὅσῳ καὶ ἱερῶν, ἅτινα ἐπεδείξατο ἐπανειλημμένως· ἡ ἔνταῦθα ἐλληνικὴ Κοινότης, φιλόξενος ἤδη καὶ πάλιν, ἐπὶ τῇ εὐκαιρίᾳ τῶν ἁγίων ἑορτῶν τῶν Χριστουγέννων, ὑπῆρξε πρὸς τὴν φιλανθρωπίαν καὶ ἐπιτελέσασα τὸ ὅσιον ἔργον τῆς πρὸς τὸν πλησίον ἀγάπης. Ἐπιτροπὴ αὐτῆς, ἀποτελουμένη ἐκ τῶν κυριῶν κ. κ. Ἰεροδιακόνου Βασιλείου Λάζαρος Τσιάρου Σιμωνόπουλος, Στεργίου Μυκρούλη καὶ Βάντσιου Φίτσιου, διένειμε αὐτοπροσώπως, τὴν παραμονὴν τῶν Χριστουγέννων, ἐνδύματα καὶ ὑποδήματα εἰς πάντας τοὺς Χριστιανοὺς ἀνεξαρτήτως ἐθνικότητος. Συγκινημένοι τὰ μέγιστα εὐχαριστοῦμεν τὴν ἐπιτροπὴν καὶ πάντας τοὺς ἀρωγοὺς τῆς φιλανθρώπου ταύτης ἐνεργείας. bbox=[1340, 1574, 1590, 1984]
paragraph: Κ/ΠΟΛΙΣ 12 Ἰανουαρίου. — Τὸ βασιλικὸν ζεῦγος τῆς Ἀγγλίας ἀφίκετο εἰς Μάλταν. Κατὰ τὴν ἄφιξιν του ἐγένετο στρατιωτικὴ παρέλασις εἰς ἣν μετέσχον καὶ γαλλικὰ πλοῖα. Ὁ Βασιλεὺς Γεώργιος ηὐχαρίστησεν ἐπὶ τούτῳ διὰ προσλαλιᾶς τοὺς Γάλλους ἀξιωματικούς. bbox=[1077, 1474, 1590, 1546]
paragraph: «Ἀπορῶ πολὺ πόθεν προέρχονται αἱ φῆμαι αὗται περὶ διαφωνίας. Οὐδεμία διαφωνία ὑφίσταται μεταξὺ ἐμοῦ καὶ τοῦ κόμματος μου τοὐναντίον μάλιστα καταβάλλομεν μεγάλας προσπαθείας πρὸς ἐφαρμογὴν τοῦ προγράμματος μας. bbox=[547, 2003, 799, 2132]
paragraph: Διὰ τὰς ἐκλογὰς ἐξελέξαμεν ἐπιτροπὴν συνισταμένην ἐκ τοῦ Ἰσμαὴλ Χακκὴ βουλευτοῦ Γιουμουλτζίνης, Κοσμίδη ἐφέντη, Χότζα Σαμπρῆ ἐφέντη βουλευτοῦ Τοκάτης, τοῦ Δοκτὼρ Τεφὴκ καὶ τοῦ bbox=[811, 2080, 1063, 2190]
column-rule bbox=[1333, 1573, 1334, 2192]
paragraph: Ἡ διεύθυνσις τοῦ Λόϋδ ηρώτησε δι' οὐδεὶς λόγος δύναται νὰ γίνῃ περὶ πολεμικοῦ λαθρεμπορίου ἐπὶ τοῦ ἀτμοπλοίου. Ἡ διεύθυνσις τοῦ Λόϋδ ἀναμένει ἐπὶ τῇ κατασχέσει τοῦ πλοίου δεν ἔχει καμμίαν εἰδοποίησιν. bbox=[1077, 664, 1590, 717]
column-5a bbox=[1077, 1573, 1326, 2192]
headline-unknowns: ΟΙ ΑΓΝΩΣΤΟΙ ΔΟΛΟΦΟΝΟΥΝ ΚΑΙ ΑΛΛΟΝ ΕΛΛΗΝΑ bbox=[312, 1312, 512, 1384]
section-header-news: ΕΙΔΗΣΕΙΣ ΤΗΣ ΗΜΕΡΑΣ bbox=[547, 96, 802, 179]
headline-resignation: ΠΑΡΑΙΤΗΣΙΣ ΥΠΟΥΡΓΟΥ bbox=[875, 333, 1003, 347]
subhead-expansion: ΕΥΡΥΝΣΙΣ ΤΟΥ ΜΗΤΡΟΠ. ΜΕΓΑΡΟΥ ΚΑΙ ΤΟΥ ΓΥΜΝΑΣΙΟΥ bbox=[570, 1005, 1040, 1026]
letter-signature: Οἱ εὐγνώμονες Ὀρθ. Χριστιανοί bbox=[1388, 2009, 1590, 2023]
advertisement bbox=[1077, 1777, 1326, 1893]
paragraph: Κ/ΠΟΛΙΣ 12 Ἰανουαρίου. — Ὁ τέως πρόεδρος τῆς διαλυθείσης Βουλῆς Ἀχμὲτ Ριζὰ διωρίσθη αὐτοκρατορικῷ ἰραδὲ γερουσιαστής. Ὁ Σουλτάνος ἐδώρησεν εἰς αὐτόν, ὅστις θὰ εἶνε βεβαίως ἐν τῇ προσεχεῖ συνόδῳ πρόεδρος τῆς Γερουσίας, τὸ μέγαρον ἔνθα κατῴκει ὁ πρόεδρος τῆς Βουλῆς, διαβεβαιοῦται δὲ τὸ μέγαρον τοῦτο εἰς αὐτὸν ὑπὸ τὸν τίτλον ἰδιοκτησίας καθ' ὅλον τὸν πολιτικὸν διακομηθέντα τοῦ. bbox=[1077, 403, 1590, 513]
ad-serpentine: ΤΑ ΣΕΡΠΑΝΤΕΝ bbox=[1184, 1812, 1321, 1834]
column-rule bbox=[282, 95, 283, 2282]
headline-other-session: ΚΑΙ ΑΛΛΗ ΣΥΝΕΔΡΙΑ bbox=[882, 1309, 992, 1323]
paragraph: Κατὰ τὰς πληροφορίας ταύτας γίνεται λόγος μεταξὺ τῶν Κυβερνήσεων τῶν Δυνάμεων περὶ ἐνδεχομένης συνδιασκέψεως ἵνα θὰ ἀναλάβωσιν ὄχι μόνον τὴν κατάπαυσιν τοῦ Ἰταλοτουρκικοῦ πολέμου, ἀλλὰ καὶ τὴν διευθέτησιν τῶν ζητημάτων τὰ ὁποῖα δυνατὸν νὰ προκαλέσωσι διατάραξιν τῆς εἰρήνης ἐν τῷ Αἵμῳ. Μεταξὺ τῶν ζητημάτων τούτων εἶναι ὡς διαβλέπεται ἐν τῇ πρώτῃ μοίρᾳ τὸ Κρητικόν. bbox=[8, 1405, 274, 1647]
section-header-latest: ΤΑ ΝΕΩΤΕΡΑ bbox=[1077, 94, 1590, 148]
headline-declarations: ΔΗΛΩΣΕΙΣ bbox=[361, 527, 463, 552]
calendar-box bbox=[8, 96, 270, 310]
headline-albania: ΤΟ ΝΑΥΑΓΙΟΝ ΤΗΣ "ΑΛΒΑΝΙΑΣ„ bbox=[589, 183, 760, 197]
